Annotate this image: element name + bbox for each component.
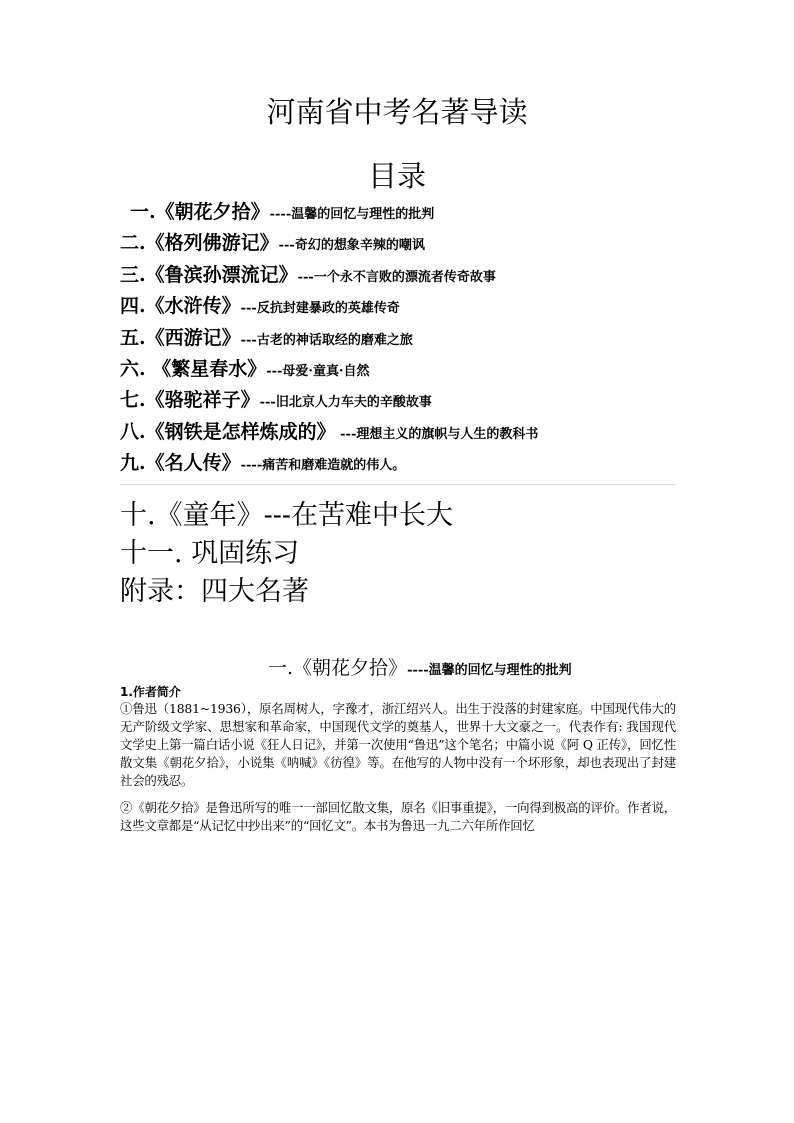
- toc-heading: 目录: [367, 159, 426, 193]
- section-description: ----温馨的回忆与理性的批判: [407, 663, 572, 678]
- toc-item-5[interactable]: [120, 323, 680, 354]
- toc-item-description: ----痛苦和磨难造就的伟人。: [240, 458, 406, 474]
- toc-item-8[interactable]: [120, 417, 680, 448]
- toc-item-4[interactable]: [120, 291, 680, 322]
- toc-item-number: 一.: [130, 201, 156, 223]
- toc-item-description: ---旧北京人力车夫的辛酸故事: [259, 395, 432, 411]
- toc-item-number: 四.: [120, 295, 146, 318]
- toc-item-11[interactable]: 十一. 巩固练习: [120, 538, 300, 569]
- toc-item-description: ---反抗封建暴政的英雄传奇: [240, 301, 400, 317]
- toc-item-description: ---理想主义的旗帜与人生的教科书: [335, 426, 539, 442]
- toc-item-description: ---奇幻的想象辛辣的嘲讽: [278, 238, 425, 254]
- toc-item-1[interactable]: [120, 197, 680, 228]
- toc-item-book: 《西游记》: [145, 326, 241, 349]
- toc-item-description: ---母爱·童真·自然: [266, 363, 370, 379]
- toc-item-3[interactable]: [120, 260, 680, 291]
- toc-item-2[interactable]: [120, 228, 680, 259]
- toc-item-7[interactable]: [120, 385, 680, 416]
- toc-item-6[interactable]: [120, 354, 680, 385]
- table-of-contents-continued: [120, 497, 453, 611]
- toc-item-description: ---古老的神话取经的磨难之旅: [240, 332, 413, 348]
- toc-item-book: 《鲁滨孙漂流记》: [145, 263, 298, 286]
- toc-item-number: 七.: [120, 389, 146, 412]
- toc-item-9[interactable]: [120, 448, 680, 479]
- book-intro-paragraph: ②《朝花夕拾》是鲁迅所写的唯一一部回忆散文集，原名《旧事重提》，一向得到极高的评价。作者说，这些文章都是“从记忆中抄出来”的“回忆文”。本书为鲁迅一九二六年所作回忆: [120, 800, 676, 833]
- page-title: 河南省中考名著导读: [266, 95, 528, 129]
- toc-item-book: 《钢铁是怎样炼成的》: [145, 420, 336, 443]
- toc-item-book: 《繁星春水》: [145, 357, 267, 380]
- toc-item-number: 二.: [120, 232, 146, 255]
- toc-item-number: 八.: [120, 420, 146, 443]
- toc-item-book: 《骆驼祥子》: [145, 389, 260, 412]
- toc-item-description: ----温馨的回忆与理性的批判: [269, 207, 435, 222]
- section-book: 《朝花夕拾》: [293, 657, 408, 679]
- toc-item-number: 六.: [120, 357, 146, 380]
- section-title: [268, 654, 572, 685]
- toc-item-book: 《水浒传》: [145, 295, 241, 318]
- author-intro-paragraph: ①鲁迅（1881~1936），原名周树人，字豫才，浙江绍兴人。出生于没落的封建家庭。中国现代伟大的无产阶级文学家、思想家和革命家，中国现代文学的奠基人，世界十大文豪之一。代表作有: 我国现代文学史上第一篇白话小说《狂人日记》，并第一次使用“鲁迅”这个笔名；中篇小说《阿 Q 正传》，回忆性散文集《朝花夕拾》，小说集《呐喊》《彷徨》等。在他写的人物中没有一个坏形象，却也表现出了封建社会的残忍。: [120, 701, 676, 788]
- toc-item-number: 三.: [120, 263, 146, 286]
- section-divider: [120, 484, 676, 485]
- toc-item-number: 九.: [120, 452, 146, 475]
- table-of-contents: [120, 197, 680, 480]
- toc-item-book: 《名人传》: [145, 452, 241, 475]
- section-number: 一.: [268, 657, 294, 679]
- toc-item-10[interactable]: 十.《童年》---在苦难中长大: [120, 500, 453, 531]
- toc-item-appendix[interactable]: 附录：四大名著: [120, 576, 309, 607]
- toc-item-book: 《朝花夕拾》: [155, 201, 270, 223]
- author-intro-heading: 1.作者简介: [120, 685, 181, 699]
- toc-item-description: ---一个永不言败的漂流者传奇故事: [297, 269, 496, 285]
- toc-item-book: 《格列佛游记》: [145, 232, 279, 255]
- toc-item-number: 五.: [120, 326, 146, 349]
